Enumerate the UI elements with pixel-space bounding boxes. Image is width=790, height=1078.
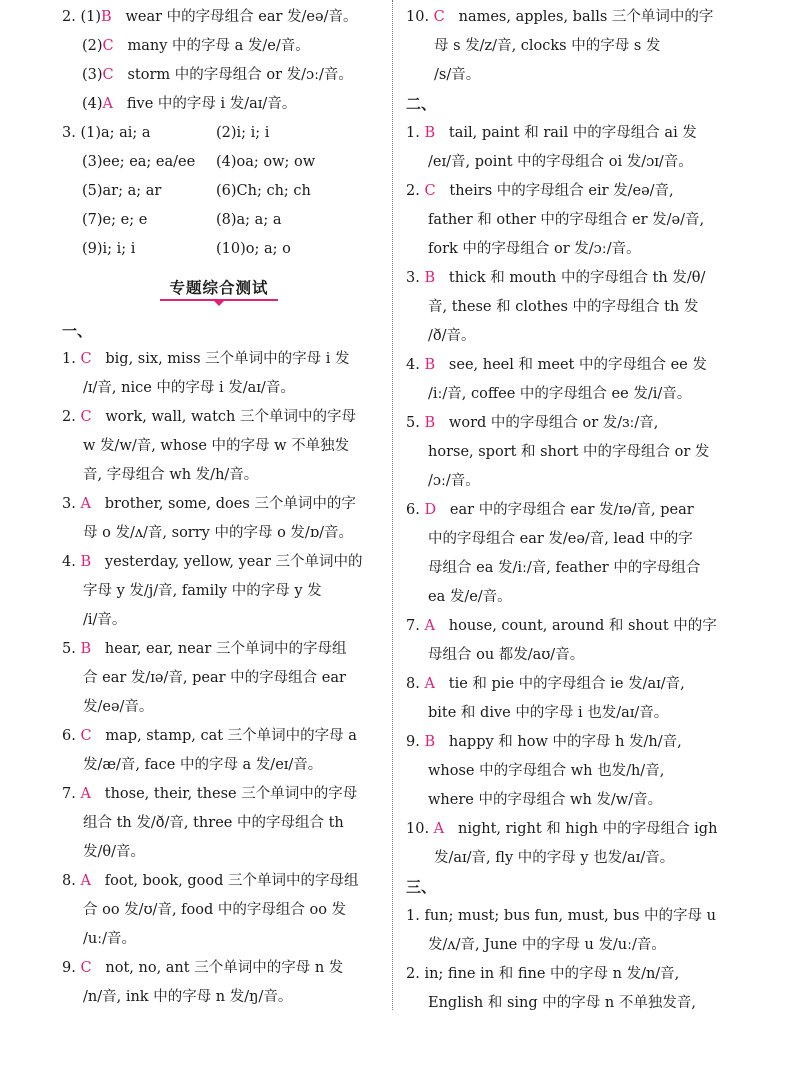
list-item-continuation <box>434 64 480 86</box>
list-item <box>406 499 694 521</box>
explanation-text: map, stamp, cat 三个单词中的字母 a <box>91 728 357 744</box>
explanation-text: 组合 th 发/ð/音, three 中的字母组合 th <box>83 815 344 831</box>
list-item <box>406 6 713 28</box>
list-item-continuation <box>428 470 480 492</box>
explanation-text: 发/θ/音。 <box>83 844 145 860</box>
explanation-text: bite 和 dive 中的字母 i 也发/aɪ/音。 <box>428 705 669 721</box>
part-heading: 二、 <box>406 95 437 113</box>
item-number: 4. <box>406 357 425 373</box>
explanation-text: yesterday, yellow, year 三个单词中的 <box>91 554 363 570</box>
explanation-text: those, their, these 三个单词中的字母 <box>90 786 358 802</box>
explanation-text: ea 发/e/音。 <box>428 589 512 605</box>
q3-cell: (9)i; i; i <box>82 241 136 257</box>
explanation-text: /ɪ/音, nice 中的字母 i 发/aɪ/音。 <box>83 380 295 396</box>
list-item-continuation <box>83 754 322 776</box>
explanation-text: tail, paint 和 rail 中的字母组合 ai 发 <box>435 125 697 141</box>
q2-2: (2)C many 中的字母 a 发/e/音。 <box>82 38 310 54</box>
explanation-text: hear, ear, near 三个单词中的字母组 <box>91 641 347 657</box>
explanation-text: word 中的字母组合 or 发/ɜː/音, <box>435 415 659 431</box>
item-number: 7. <box>406 618 425 634</box>
explanation-text: 合 ear 发/ɪə/音, pear 中的字母组合 ear <box>83 670 346 686</box>
item-number: 10. <box>406 821 434 837</box>
explanation-text: /n/音, ink 中的字母 n 发/ŋ/音。 <box>83 989 293 1005</box>
answer-letter: B <box>424 415 436 431</box>
list-item-continuation <box>428 789 662 811</box>
list-item-continuation <box>434 847 674 869</box>
part-heading: 一、 <box>62 322 93 340</box>
explanation-text: work, wall, watch 三个单词中的字母 <box>91 409 356 425</box>
answer-letter: A <box>424 618 435 634</box>
list-item <box>62 493 356 515</box>
item-number: 2. <box>62 409 81 425</box>
list-item-continuation <box>428 586 512 608</box>
explanation-text: tie 和 pie 中的字母组合 ie 发/aɪ/音, <box>434 676 685 692</box>
explanation-text: wear 中的字母组合 ear 发/eə/音。 <box>125 9 358 25</box>
item-number: 1. <box>62 351 81 367</box>
list-item-continuation <box>428 644 584 666</box>
explanation-text: /i/音。 <box>83 612 127 628</box>
list-item <box>62 870 359 892</box>
list-item-continuation <box>83 609 126 631</box>
item-number: 8. <box>62 873 81 889</box>
answer-letter: C <box>102 38 114 54</box>
list-item <box>406 731 682 753</box>
explanation-text: happy 和 how 中的字母 h 发/h/音, <box>435 734 682 750</box>
list-item-continuation <box>83 986 292 1008</box>
explanation-text: not, no, ant 三个单词中的字母 n 发 <box>91 960 344 976</box>
q3-cell: (7)e; e; e <box>82 212 148 228</box>
answer-letter: A <box>80 873 91 889</box>
explanation-text: 音, these 和 clothes 中的字母组合 th 发 <box>428 299 699 315</box>
section-title <box>160 272 278 308</box>
explanation-text: fun; must; bus fun, must, bus 中的字母 u <box>424 908 716 924</box>
explanation-text: night, right 和 high 中的字母组合 igh <box>444 821 718 837</box>
list-item-continuation <box>428 760 664 782</box>
q2-1 <box>62 6 357 28</box>
answer-letter: B <box>424 357 436 373</box>
item-number: 2. <box>406 183 425 199</box>
explanation-text: whose 中的字母组合 wh 也发/h/音, <box>428 763 665 779</box>
q2-4: (4)A five 中的字母 i 发/aɪ/音。 <box>82 96 297 112</box>
q3-cell: (3)ee; ea; ea/ee <box>82 154 196 170</box>
explanation-text: w 发/w/音, whose 中的字母 w 不单独发 <box>83 438 350 454</box>
list-item <box>406 818 717 840</box>
explanation-text: 合 oo 发/ʊ/音, food 中的字母组合 oo 发 <box>83 902 347 918</box>
explanation-text: /ð/音。 <box>428 328 476 344</box>
explanation-text: house, count, around 和 shout 中的字 <box>434 618 717 634</box>
item-number: 3. <box>62 496 81 512</box>
list-item-continuation <box>428 296 698 318</box>
explanation-text: /s/音。 <box>434 67 481 83</box>
explanation-text: in; fine in 和 fine 中的字母 n 发/n/音, <box>424 966 680 982</box>
list-item-continuation <box>428 383 691 405</box>
explanation-text: ear 中的字母组合 ear 发/ɪə/音, pear <box>436 502 694 518</box>
list-item-continuation <box>83 522 353 544</box>
answer-letter: C <box>80 960 92 976</box>
column-divider <box>392 0 393 1010</box>
list-item-continuation <box>428 528 693 550</box>
explanation-text: /iː/音, coffee 中的字母组合 ee 发/i/音。 <box>428 386 692 402</box>
list-item-continuation <box>428 557 700 579</box>
item-number: 6. <box>62 728 81 744</box>
explanation-text: father 和 other 中的字母组合 er 发/ə/音, <box>428 212 705 228</box>
answer-letter: C <box>80 351 92 367</box>
explanation-text: 母组合 ou 都发/aʊ/音。 <box>428 647 585 663</box>
item-number: 10. <box>406 9 434 25</box>
explanation-text: 母 o 发/ʌ/音, sorry 中的字母 o 发/ɒ/音。 <box>83 525 353 541</box>
item-number: 1. <box>406 908 425 924</box>
list-item-continuation <box>428 325 476 347</box>
answer-letter: B <box>80 554 92 570</box>
list-item-continuation <box>83 812 344 834</box>
answer-letter: A <box>424 676 435 692</box>
list-item-continuation <box>428 151 693 173</box>
answer-letter: B <box>424 734 436 750</box>
list-item-continuation <box>434 35 660 57</box>
answer-letter: B <box>424 125 436 141</box>
list-item-continuation <box>83 899 346 921</box>
part-heading <box>406 93 436 115</box>
list-item-continuation <box>428 238 641 260</box>
explanation-text: foot, book, good 三个单词中的字母组 <box>90 873 359 889</box>
q3-cell: (5)ar; a; ar <box>82 183 162 199</box>
item-number: 2. <box>406 966 425 982</box>
list-item <box>62 725 357 747</box>
list-item-continuation <box>83 928 136 950</box>
item-number: 3. <box>406 270 425 286</box>
explanation-text: /ɔː/音。 <box>428 473 480 489</box>
list-item <box>62 406 356 428</box>
explanation-text: /eɪ/音, point 中的字母组合 oi 发/ɔɪ/音。 <box>428 154 693 170</box>
item-number: 5. <box>62 641 81 657</box>
list-item-continuation <box>428 441 709 463</box>
list-item <box>406 180 674 202</box>
explanation-text: 音, 字母组合 wh 发/h/音。 <box>83 467 259 483</box>
list-item-continuation <box>83 696 153 718</box>
explanation-text: see, heel 和 meet 中的字母组合 ee 发 <box>435 357 707 373</box>
item-number: 9. <box>406 734 425 750</box>
list-item <box>406 615 717 637</box>
q2-3: (3)C storm 中的字母组合 or 发/ɔː/音。 <box>82 67 353 83</box>
list-item-continuation <box>83 841 145 863</box>
title-pointer <box>213 300 225 306</box>
explanation-text: where 中的字母组合 wh 发/w/音。 <box>428 792 663 808</box>
q3-cell: (2)i; i; i <box>216 125 270 141</box>
list-item <box>406 412 658 434</box>
explanation-text: thick 和 mouth 中的字母组合 th 发/θ/ <box>435 270 706 286</box>
answer-letter: C <box>102 67 114 83</box>
q3-cell: (6)Ch; ch; ch <box>216 183 311 199</box>
explanation-text: fork 中的字母组合 or 发/ɔː/音。 <box>428 241 641 257</box>
list-item-continuation <box>83 464 258 486</box>
list-item <box>62 551 363 573</box>
list-item <box>406 267 705 289</box>
answer-letter: A <box>80 496 91 512</box>
list-item <box>406 354 707 376</box>
list-item <box>406 905 716 927</box>
explanation-text: 发/aɪ/音, fly 中的字母 y 也发/aɪ/音。 <box>434 850 675 866</box>
answer-letter: D <box>424 502 437 518</box>
section-title-text: 专题综合测试 <box>169 279 269 297</box>
explanation-text: horse, sport 和 short 中的字母组合 or 发 <box>428 444 710 460</box>
list-item <box>406 122 697 144</box>
answer-letter: B <box>100 9 112 25</box>
explanation-text: 发/eə/音。 <box>83 699 154 715</box>
answer-letter: C <box>424 183 436 199</box>
q3-cell: 3. (1)a; ai; a <box>62 125 151 141</box>
answer-letter: A <box>433 821 445 837</box>
item-number: 4. <box>62 554 81 570</box>
answer-letter: B <box>424 270 436 286</box>
list-item-continuation <box>83 580 322 602</box>
answer-letter: A <box>102 96 114 112</box>
answer-letter: B <box>80 641 92 657</box>
item-number: 9. <box>62 960 81 976</box>
list-item-continuation <box>83 435 349 457</box>
explanation-text: 母 s 发/z/音, clocks 中的字母 s 发 <box>434 38 661 54</box>
list-item-continuation <box>428 209 704 231</box>
list-item <box>406 963 679 985</box>
answer-letter: A <box>80 786 91 802</box>
list-item <box>62 348 350 370</box>
list-item <box>62 957 343 979</box>
list-item <box>62 638 346 660</box>
answer-letter: C <box>433 9 445 25</box>
list-item-continuation <box>428 702 668 724</box>
item-number: 8. <box>406 676 425 692</box>
list-item-continuation <box>428 992 696 1014</box>
explanation-text: 发/æ/音, face 中的字母 a 发/eɪ/音。 <box>83 757 323 773</box>
answer-letter: C <box>80 409 92 425</box>
question-number: 2. (1) <box>62 9 101 25</box>
list-item-continuation <box>428 934 666 956</box>
explanation-text: 母组合 ea 发/iː/音, feather 中的字母组合 <box>428 560 701 576</box>
explanation-text: 字母 y 发/j/音, family 中的字母 y 发 <box>83 583 322 599</box>
explanation-text: names, apples, balls 三个单词中的字 <box>444 9 714 25</box>
explanation-text: English 和 sing 中的字母 n 不单独发音, <box>428 995 696 1011</box>
list-item <box>406 673 685 695</box>
explanation-text: 中的字母组合 ear 发/eə/音, lead 中的字 <box>428 531 693 547</box>
part-heading: 三、 <box>406 878 437 896</box>
list-item-continuation <box>83 377 295 399</box>
answer-letter: C <box>80 728 92 744</box>
explanation-text: 发/ʌ/音, June 中的字母 u 发/uː/音。 <box>428 937 666 953</box>
item-number: 6. <box>406 502 425 518</box>
explanation-text: brother, some, does 三个单词中的字 <box>90 496 356 512</box>
explanation-text: big, six, miss 三个单词中的字母 i 发 <box>91 351 350 367</box>
list-item-continuation <box>83 667 346 689</box>
explanation-text: theirs 中的字母组合 eir 发/eə/音, <box>435 183 674 199</box>
list-item <box>62 783 357 805</box>
q3-cell: (10)o; a; o <box>216 241 291 257</box>
item-number: 1. <box>406 125 425 141</box>
q3-cell: (4)oa; ow; ow <box>216 154 316 170</box>
explanation-text: /uː/音。 <box>83 931 136 947</box>
part-heading <box>406 876 436 898</box>
item-number: 7. <box>62 786 81 802</box>
q3-cell: (8)a; a; a <box>216 212 282 228</box>
item-number: 5. <box>406 415 425 431</box>
